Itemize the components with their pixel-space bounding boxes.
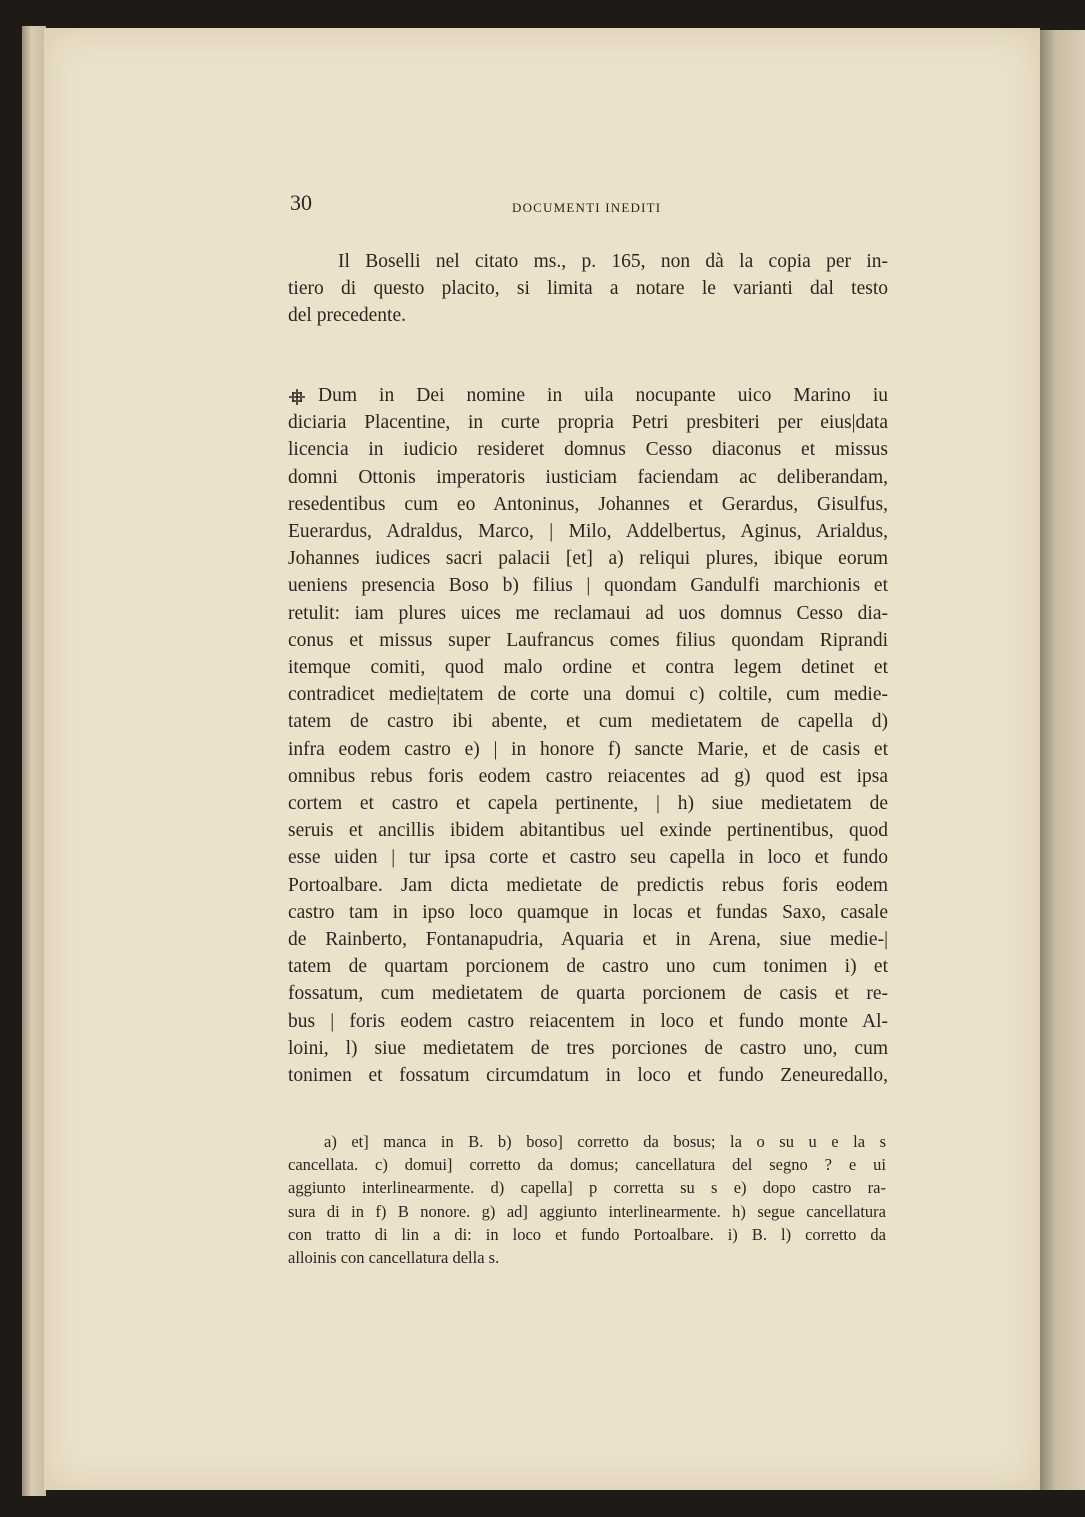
document-line: domni Ottonis imperatoris iusticiam faciendam ac deliberandam, (288, 466, 888, 488)
footnotes (288, 1130, 886, 1269)
intro-line: Il Boselli nel citato ms., p. 165, non dà la copia per in- (338, 251, 888, 272)
document-line: cortem et castro et capela pertinente, | h) siue medietatem de (288, 793, 888, 815)
footnote-line: cancellata. c) domui] corretto da domus; cancellatura del segno ? e ui (288, 1155, 886, 1175)
document-line: tatem de castro ibi abente, et cum medietatem de capella d) (288, 711, 888, 733)
footnote-line: aggiunto interlinearmente. d) capella] p corretta su s e) dopo castro ra- (288, 1178, 886, 1198)
document-line: itemque comiti, quod malo ordine et contra legem detinet et (288, 657, 888, 679)
document-line: loini, l) siue medietatem de tres porciones de castro uno, cum (288, 1037, 888, 1059)
page-number: 30 (290, 190, 312, 215)
document-line: licencia in iudicio resideret domnus Cesso diaconus et missus (288, 439, 888, 461)
page-header (290, 190, 890, 220)
intro-line: del precedente. (288, 305, 407, 326)
document-line: Dum in Dei nomine in uila nocupante uico Marino iu (318, 385, 888, 406)
intro-line: tiero di questo placito, si limita a notare le varianti dal testo (288, 278, 888, 299)
document-line: conus et missus super Laufrancus comes filius quondam Riprandi (288, 629, 888, 651)
document-line: contradicet medie|tatem de corte una domui c) coltile, cum medie- (288, 684, 888, 706)
document-line: bus | foris eodem castro reiacentem in loco et fundo monte Al- (288, 1010, 888, 1032)
running-title: DOCUMENTI INEDITI (512, 200, 662, 215)
document-line: resedentibus cum eo Antoninus, Johannes et Gerardus, Gisulfus, (288, 493, 888, 515)
document-text (288, 382, 888, 1089)
document-line: diciaria Placentine, in curte propria Petri presbiteri per eius|data (288, 412, 888, 434)
document-line: omnibus rebus foris eodem castro reiacentes ad g) quod est ipsa (288, 765, 888, 787)
document-line: ueniens presencia Boso b) filius | quondam Gandulfi marchionis et (288, 575, 888, 597)
document-line: tatem de quartam porcionem de castro uno cum tonimen i) et (288, 956, 888, 978)
document-line: de Rainberto, Fontanapudria, Aquaria et in Arena, siue medie-| (288, 929, 888, 951)
footnote-line: a) et] manca in B. b) boso] corretto da bosus; la o su u e la s (324, 1132, 886, 1151)
footnote-line: alloinis con cancellatura della s. (288, 1248, 500, 1268)
document-line: retulit: iam plures uices me reclamaui ad uos domnus Cesso dia- (288, 602, 888, 624)
document-line: infra eodem castro e) | in honore f) sancte Marie, et de casis et (288, 738, 888, 760)
footnote-line: sura di in f) B nonore. g) ad] aggiunto interlinearmente. h) segue cancellatura (288, 1201, 886, 1221)
left-page-edge (22, 26, 46, 1496)
document-line: Portoalbare. Jam dicta medietate de predictis rebus foris eodem (288, 874, 888, 896)
footnote-line: con tratto di lin a di: in loco et fundo Portoalbare. i) B. l) corretto da (288, 1224, 886, 1244)
document-line: Euerardus, Adraldus, Marco, | Milo, Addelbertus, Aginus, Arialdus, (288, 521, 888, 543)
document-line: seruis et ancillis ibidem abitantibus uel exinde pertinentibus, quod (288, 820, 888, 842)
document-line: esse uiden | tur ipsa corte et castro seu capella in loco et fundo (288, 847, 888, 869)
intro-paragraph (288, 248, 888, 329)
document-line: fossatum, cum medietatem de quarta porcionem de casis et re- (288, 983, 888, 1005)
document-line: tonimen et fossatum circumdatum in loco et fundo Zeneuredallo, (288, 1065, 888, 1087)
document-line: castro tam in ipso loco quamque in locas et fundas Saxo, casale (288, 901, 888, 923)
next-page-edge (1040, 30, 1085, 1490)
document-line: Johannes iudices sacri palacii [et] a) reliqui plures, ibique eorum (288, 548, 888, 570)
